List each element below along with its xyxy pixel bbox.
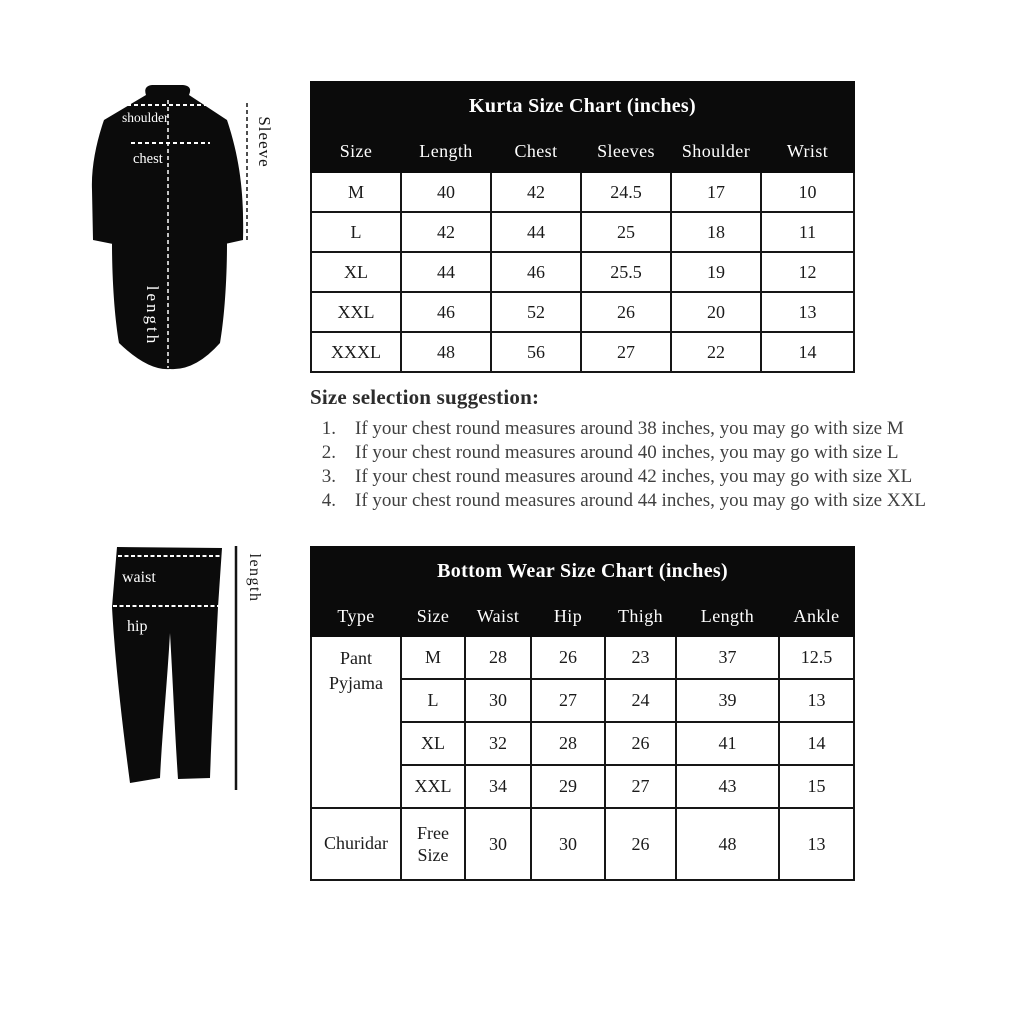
column-header: Size [311,131,401,172]
table-cell: 24.5 [581,172,671,212]
table-cell: 26 [605,722,676,765]
suggestion-number: 1. [321,418,336,439]
size-selection-suggestions [310,385,1016,513]
table-cell: 12 [761,252,854,292]
table-cell: 12.5 [779,636,854,679]
table-cell: 40 [401,172,491,212]
suggestion-number: 4. [321,490,336,511]
column-header: Waist [465,596,531,636]
pant-waist-label: waist [122,569,156,586]
suggestion-item [310,441,1016,465]
table-cell: 27 [531,679,605,722]
table-cell: XL [311,252,401,292]
table-cell: XXXL [311,332,401,372]
column-header: Hip [531,596,605,636]
table-cell: 30 [465,808,531,880]
table-cell: 25.5 [581,252,671,292]
table-cell: 26 [531,636,605,679]
suggestion-item [310,489,1016,513]
pant-diagram [80,535,275,803]
column-header: Size [401,596,465,636]
column-header: Length [676,596,779,636]
table-cell: L [401,679,465,722]
table-cell: 20 [671,292,761,332]
table-cell: 42 [491,172,581,212]
table-cell: 27 [581,332,671,372]
column-header: Length [401,131,491,172]
table-cell: 19 [671,252,761,292]
column-header: Sleeves [581,131,671,172]
kurta-length-label: length [143,285,162,347]
bottom-wear-size-table [310,546,855,881]
table-cell: 41 [676,722,779,765]
table-cell: 14 [761,332,854,372]
suggestion-text: If your chest round measures around 38 inches, you may go with size M [355,418,904,439]
kurta-size-table [310,81,855,373]
table-cell: 42 [401,212,491,252]
suggestion-number: 3. [321,466,336,487]
table-cell: 30 [531,808,605,880]
table-cell: XXL [311,292,401,332]
kurta-diagram [60,78,280,378]
table-cell: M [311,172,401,212]
bottom-table-title-row [311,547,854,596]
table-cell: 29 [531,765,605,808]
kurta-table-header-row [311,131,854,172]
table-cell: 27 [605,765,676,808]
table-cell: M [401,636,465,679]
table-cell: 48 [676,808,779,880]
type-cell: Churidar [311,808,401,880]
suggestion-text: If your chest round measures around 40 inches, you may go with size L [355,442,899,463]
bottom-table-title: Bottom Wear Size Chart (inches) [311,547,854,596]
table-cell: Free Size [401,808,465,880]
suggestions-list [310,417,1016,513]
table-cell: 14 [779,722,854,765]
table-row [311,252,854,292]
table-cell: 32 [465,722,531,765]
table-cell: 44 [491,212,581,252]
table-cell: 56 [491,332,581,372]
table-row [311,172,854,212]
pant-hip-label: hip [127,618,148,635]
kurta-table-title: Kurta Size Chart (inches) [311,82,854,131]
table-cell: L [311,212,401,252]
table-cell: 28 [531,722,605,765]
table-cell: 17 [671,172,761,212]
table-cell: 34 [465,765,531,808]
table-cell: 46 [491,252,581,292]
table-cell: 46 [401,292,491,332]
table-cell: XL [401,722,465,765]
table-cell: 44 [401,252,491,292]
table-cell: 23 [605,636,676,679]
column-header: Shoulder [671,131,761,172]
table-row [311,292,854,332]
table-cell: 22 [671,332,761,372]
type-cell: Pant Pyjama [311,636,401,808]
table-cell: 37 [676,636,779,679]
suggestion-text: If your chest round measures around 42 inches, you may go with size XL [355,466,913,487]
table-cell: 25 [581,212,671,252]
kurta-table-title-row [311,82,854,131]
table-cell: 13 [761,292,854,332]
suggestion-text: If your chest round measures around 44 inches, you may go with size XXL [355,490,926,511]
table-cell: 11 [761,212,854,252]
pant-length-label: length [246,553,263,603]
table-cell: 26 [581,292,671,332]
table-cell: 15 [779,765,854,808]
table-cell: 30 [465,679,531,722]
column-header: Wrist [761,131,854,172]
kurta-shoulder-label: shoulder [122,110,169,125]
suggestions-heading: Size selection suggestion: [310,385,540,409]
table-cell: XXL [401,765,465,808]
table-cell: 10 [761,172,854,212]
column-header: Chest [491,131,581,172]
table-cell: 26 [605,808,676,880]
suggestion-item [310,417,1016,441]
table-row [311,636,854,679]
bottom-wear-size-chart [310,546,853,881]
table-cell: 13 [779,808,854,880]
table-cell: 48 [401,332,491,372]
table-cell: 39 [676,679,779,722]
kurta-size-chart [310,81,853,373]
bottom-table-header-row [311,596,854,636]
kurta-chest-label: chest [133,151,163,167]
table-cell: 28 [465,636,531,679]
table-row [311,808,854,880]
table-cell: 43 [676,765,779,808]
kurta-sleeve-label: Sleeve [255,116,274,168]
column-header: Type [311,596,401,636]
table-row [311,212,854,252]
table-cell: 18 [671,212,761,252]
suggestion-number: 2. [321,442,336,463]
column-header: Ankle [779,596,854,636]
table-row [311,332,854,372]
suggestion-item [310,465,1016,489]
column-header: Thigh [605,596,676,636]
table-cell: 13 [779,679,854,722]
table-cell: 52 [491,292,581,332]
table-cell: 24 [605,679,676,722]
